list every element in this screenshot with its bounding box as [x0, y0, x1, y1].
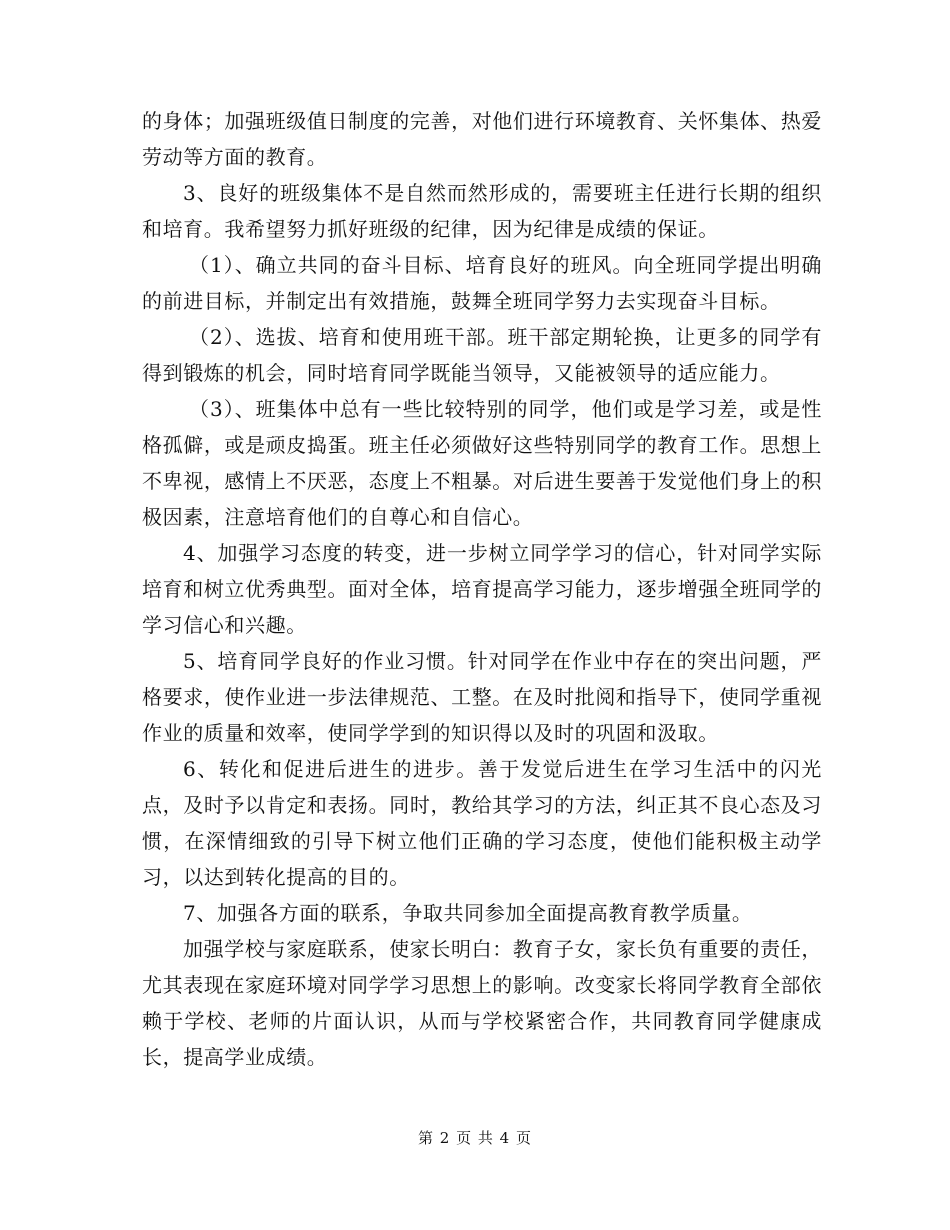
paragraph-subitem-3: （3）、班集体中总有一些比较特别的同学，他们或是学习差，或是性格孤僻，或是顽皮捣蛋。班主任必须做好这些特别同学的教育工作。思想上不卑视，感情上不厌恶，态度上不粗暴。对后进生要善于发觉他们身上的积极因素，注意培育他们的自尊心和自信心。 [142, 397, 822, 529]
paragraph-item-6: 6、转化和促进后进生的进步。善于发觉后进生在学习生活中的闪光点，及时予以肯定和表扬。同时，教给其学习的方法，纠正其不良心态及习惯，在深情细致的引导下树立他们正确的学习态度，使他们能积极主动学习，以达到转化提高的目的。 [142, 757, 822, 889]
paragraph-item-7: 7、加强各方面的联系，争取共同参加全面提高教育教学质量。 [183, 901, 753, 925]
paragraph-item-4: 4、加强学习态度的转变，进一步树立同学学习的信心，针对同学实际培育和树立优秀典型。面对全体，培育提高学习能力，逐步增强全班同学的学习信心和兴趣。 [142, 541, 822, 637]
paragraph-item-5: 5、培育同学良好的作业习惯。针对同学在作业中存在的突出问题，严格要求，使作业进一步法律规范、工整。在及时批阅和指导下，使同学重视作业的质量和效率，使同学学到的知识得以及时的巩固和汲取。 [142, 649, 822, 745]
paragraph-continuation: 的身体；加强班级值日制度的完善，对他们进行环境教育、关怀集体、热爱劳动等方面的教育。 [142, 109, 822, 169]
paragraph-item-3: 3、良好的班级集体不是自然而然形成的，需要班主任进行长期的组织和培育。我希望努力抓好班级的纪律，因为纪律是成绩的保证。 [142, 181, 822, 241]
paragraph-home-school: 加强学校与家庭联系，使家长明白：教育子女，家长负有重要的责任，尤其表现在家庭环境对同学学习思想上的影响。改变家长将同学教育全部依赖于学校、老师的片面认识，从而与学校紧密合作，共同教育同学健康成长，提高学业成绩。 [142, 937, 822, 1069]
document-body [142, 103, 822, 1075]
paragraph-subitem-2: （2）、选拔、培育和使用班干部。班干部定期轮换，让更多的同学有得到锻炼的机会，同时培育同学既能当领导，又能被领导的适应能力。 [142, 325, 822, 385]
paragraph-subitem-1: （1）、确立共同的奋斗目标、培育良好的班风。向全班同学提出明确的前进目标，并制定出有效措施，鼓舞全班同学努力去实现奋斗目标。 [142, 253, 822, 313]
page-number-footer: 第 2 页 共 4 页 [418, 1129, 532, 1147]
